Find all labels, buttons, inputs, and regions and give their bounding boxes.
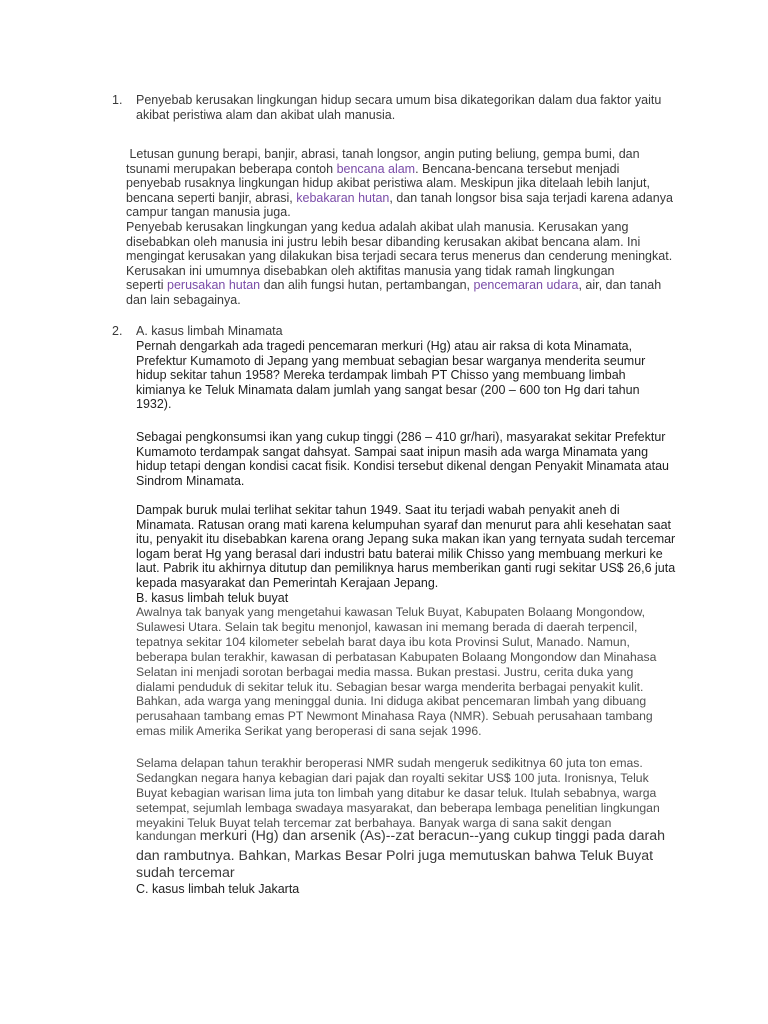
paragraph-minamata-1	[136, 339, 645, 412]
heading-kasus-buyat: B. kasus limbah teluk buyat	[136, 591, 289, 605]
text-line: , air, dan tanah	[578, 278, 662, 293]
text-line: Bahkan, ada warga yang meninggal dunia. Ini diduga akibat pencemaran limbah yang dibuang	[136, 694, 647, 709]
text-line: Minamata. Ratusan orang mati karena kelumpuhan syaraf dan menurut para ahli kesehatan saat	[136, 517, 672, 532]
paragraph-buyat-1	[136, 605, 656, 739]
text-line: dan alih fungsi hutan, pertambangan,	[260, 278, 474, 293]
text-line: Sedangkan negara hanya kebagian dari pajak dan royalti sekitar US$ 100 juta. Ironisnya, Teluk	[136, 770, 649, 785]
text-line: Prefektur Kumamoto di Jepang yang membuat sebagian besar warganya menderita seumur	[136, 353, 646, 368]
link-perusakan-hutan[interactable]: perusakan hutan	[167, 278, 261, 293]
text-line: Sulawesi Utara. Selain tak begitu menonjol, kawasan ini memang berada di daerah terpencil,	[136, 619, 638, 634]
text-line: bencana seperti banjir, abrasi,	[126, 190, 297, 205]
text-line: hidup tetapi dengan kondisi cacat fisik. Kondisi tersebut dikenal dengan Penyakit Minamata atau	[136, 459, 669, 474]
text-line: disebabkan oleh manusia ini justru lebih besar dibanding kerusakan akibat bencana alam. Ini	[126, 234, 641, 249]
paragraph-buyat-2	[136, 756, 660, 831]
text-line: kandungan	[136, 829, 200, 843]
item1-line: akibat peristiwa alam dan akibat ulah manusia.	[136, 107, 396, 122]
text-line: tsunami merupakan beberapa contoh	[126, 161, 337, 176]
list-number-1: 1.	[112, 93, 123, 107]
text-line: setempat, sejumlah lembaga swadaya masyarakat, dan beberapa lembaga penelitian lingkungan	[136, 800, 660, 815]
text-line: Letusan gunung berapi, banjir, abrasi, tanah longsor, angin puting beliung, gempa bumi, dan	[126, 147, 640, 161]
link-bencana-alam[interactable]: bencana alam	[336, 161, 416, 176]
text-line: itu, penyakit itu disebabkan karena orang Jepang suka makan ikan yang ternyata sudah tercemar	[136, 532, 676, 547]
text-line: kepada masyarakat dan Pemerintah Kerajaan Jepang.	[136, 575, 439, 590]
text-line: sudah tercemar	[136, 865, 235, 881]
text-line: kimianya ke Teluk Minamata dalam jumlah yang sangat besar (200 – 600 ton Hg dari tahun	[136, 382, 640, 397]
text-line: perusahaan tambang emas PT Newmont Minahasa Raya (NMR). Sebuah perusahaan tambang	[136, 709, 653, 724]
text-line: emas milik Amerika Serikat yang beroperasi di sana sejak 1996.	[136, 724, 482, 739]
text-line: Pernah dengarkah ada tragedi pencemaran merkuri (Hg) atau air raksa di kota Minamata,	[136, 339, 633, 353]
text-line: tepatnya sekitar 104 kilometer sebelah barat daya ibu kota Provinsi Sulut, Manado. Namun,	[136, 634, 630, 649]
paragraph-minamata-2	[136, 430, 669, 488]
text-line: Dampak buruk mulai terlihat sekitar tahun 1949. Saat itu terjadi wabah penyakit aneh di	[136, 503, 620, 517]
text-line: meyakini Teluk Buyat telah tercemar zat berbahaya. Banyak warga di sana sakit dengan	[136, 815, 612, 830]
text-line: mengingat kerusakan yang dilakukan bisa terjadi secara terus menerus dan cenderung meningkat.	[126, 249, 673, 264]
paragraph-buyat-mixed-line	[136, 828, 665, 845]
text-line: dan lain sebagainya.	[126, 292, 241, 307]
link-kebakaran-hutan[interactable]: kebakaran hutan	[296, 190, 390, 205]
paragraph-buyat-3	[136, 848, 653, 882]
text-line: laut. Pabrik itu akhirnya ditutup dan pemiliknya harus memberikan ganti rugi sekitar US$ 26,6 juta	[136, 561, 676, 576]
paragraph-minamata-3	[136, 503, 675, 591]
text-line: Penyebab kerusakan lingkungan yang kedua adalah akibat ulah manusia. Kerusakan yang	[126, 219, 629, 234]
text-line: Awalnya tak banyak yang mengetahui kawasan Teluk Buyat, Kabupaten Bolaang Mongondow,	[136, 605, 646, 619]
text-line: dialami penduduk di sekitar teluk itu. Sebagian besar warga menderita berbagai penyakit kulit.	[136, 679, 644, 694]
text-line: dan rambutnya. Bahkan, Markas Besar Polri juga memutuskan bahwa Teluk Buyat	[136, 848, 654, 864]
paragraph-causes	[126, 147, 673, 308]
text-line: Selatan ini menjadi sorotan berbagai media massa. Bukan prestasi. Justru, cerita duka yang	[136, 664, 634, 679]
item1-text	[136, 93, 661, 122]
list-number-2: 2.	[112, 324, 123, 338]
text-line: penyebab rusaknya lingkungan hidup akibat peristiwa alam. Meskipun jika ditelaah lebih lanjut,	[126, 176, 650, 191]
link-pencemaran-udara[interactable]: pencemaran udara	[473, 278, 579, 293]
text-line: Kerusakan ini umumnya disebabkan oleh aktifitas manusia yang tidak ramah lingkungan	[126, 263, 615, 278]
text-line: Kumamoto terdampak sangat dahsyat. Sampai saat inipun masih ada warga Minamata yang	[136, 444, 649, 459]
heading-kasus-minamata: A. kasus limbah Minamata	[136, 324, 283, 338]
text-line: . Bencana-bencana tersebut menjadi	[415, 161, 620, 176]
text-line: campur tangan manusia juga.	[126, 205, 291, 220]
text-line: Sindrom Minamata.	[136, 473, 245, 488]
text-line: merkuri (Hg) dan arsenik (As)--zat beracun--yang cukup tinggi pada darah	[199, 828, 665, 844]
heading-kasus-jakarta: C. kasus limbah teluk Jakarta	[136, 882, 300, 896]
text-line: hidup sekitar tahun 1958? Mereka terdampak limbah PT Chisso yang membuang limbah	[136, 368, 626, 383]
text-line: 1932).	[136, 397, 172, 412]
text-line: , dan tanah longsor bisa saja terjadi karena adanya	[389, 190, 673, 205]
text-line: seperti	[126, 278, 167, 293]
text-line: Buyat kebagian warisan lima juta ton limbah yang ditabur ke dasar teluk. Itulah sebabnya, warga	[136, 785, 657, 800]
text-line: beberapa bulan terakhir, kawasan di perbatasan Kabupaten Bolaang Mongondow dan Minahasa	[136, 649, 657, 664]
text-line: Selama delapan tahun terakhir beroperasi NMR sudah mengeruk sedikitnya 60 juta ton emas.	[136, 756, 643, 770]
text-line: Sebagai pengkonsumsi ikan yang cukup tinggi (286 – 410 gr/hari), masyarakat sekitar Prefektur	[136, 430, 666, 444]
text-line: logam berat Hg yang berasal dari industri batu baterai milik Chisso yang membuang merkuri ke	[136, 546, 663, 561]
item1-line: Penyebab kerusakan lingkungan hidup secara umum bisa dikategorikan dalam dua faktor yaitu	[136, 93, 662, 107]
